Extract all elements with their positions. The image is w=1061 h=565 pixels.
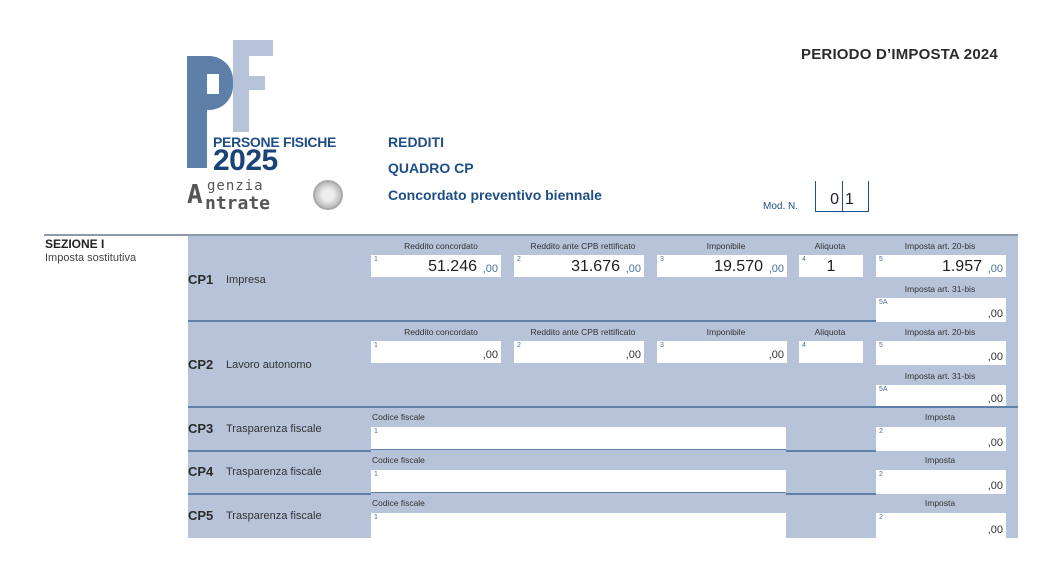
- title-subtitle: Concordato preventivo biennale: [388, 187, 602, 203]
- mod-n-field[interactable]: [815, 181, 869, 212]
- row-cp4: [188, 451, 1018, 493]
- field-number: 5: [879, 256, 883, 263]
- tax-period: PERIODO D’IMPOSTA 2024: [801, 46, 998, 63]
- field-decimals: ,00: [768, 349, 784, 361]
- row-cp3: [188, 408, 1018, 450]
- field-decimals: ,00: [482, 349, 498, 361]
- mod-n-digit-1[interactable]: 0: [830, 191, 839, 208]
- cp2-reddito-ante-cpb-field[interactable]: [514, 341, 644, 363]
- logo-line1: PERSONE FISICHE: [213, 134, 337, 150]
- field-number: 2: [517, 256, 521, 263]
- field-decimals: ,00: [625, 349, 641, 361]
- col-header: Imposta: [924, 455, 956, 465]
- field-decimals: ,00: [987, 524, 1003, 536]
- agenzia-entrate-logo: [185, 176, 345, 216]
- cp2-imposta-31bis-field[interactable]: [876, 385, 1006, 407]
- col-header: Imposta art. 31-bis: [904, 371, 976, 381]
- col-header: Codice fiscale: [372, 455, 425, 465]
- col-header: Reddito concordato: [404, 327, 478, 337]
- col-header: Reddito ante CPB rettificato: [530, 327, 636, 337]
- field-decimals: ,00: [987, 308, 1003, 320]
- agency-initial: A: [187, 180, 203, 210]
- field-number: 1: [374, 514, 378, 521]
- row-code: CP3: [188, 421, 214, 436]
- field-number: 1: [374, 471, 378, 478]
- cp2-imposta-20bis-field[interactable]: [876, 341, 1006, 365]
- col-header: Imposta art. 31-bis: [904, 284, 976, 294]
- field-value: 51.246: [428, 258, 477, 275]
- logo-p-hole: [207, 74, 219, 94]
- row-desc: Trasparenza fiscale: [226, 423, 322, 435]
- cp2-imponibile-field[interactable]: [657, 341, 787, 363]
- field-number: 1: [374, 256, 378, 263]
- row-cp1: [188, 236, 1018, 322]
- mod-n-digit-2[interactable]: 1: [842, 181, 868, 211]
- field-number: 1: [374, 428, 378, 435]
- cp1-imposta-31bis-field[interactable]: [876, 298, 1006, 322]
- field-decimals: ,00: [987, 351, 1003, 363]
- title-redditi: REDDITI: [388, 134, 444, 150]
- field-number: 3: [660, 256, 664, 263]
- quadro-cp-panel: [188, 236, 1018, 538]
- field-decimals: ,00: [625, 263, 641, 275]
- field-number: 2: [879, 514, 883, 521]
- row-cp5: [188, 494, 1018, 538]
- field-decimals: ,00: [987, 393, 1003, 405]
- col-header: Imposta art. 20-bis: [904, 327, 976, 337]
- cp1-reddito-concordato-field[interactable]: [371, 255, 501, 277]
- cp4-codice-fiscale-field[interactable]: [371, 470, 786, 492]
- col-header: Codice fiscale: [372, 412, 425, 422]
- section-title: SEZIONE I: [45, 237, 105, 251]
- cp1-imposta-20bis-field[interactable]: [876, 255, 1006, 277]
- logo-line2: 2025: [213, 144, 278, 177]
- row-code: CP4: [188, 464, 214, 479]
- row-desc: Lavoro autonomo: [226, 359, 312, 371]
- col-header: Aliquota: [814, 241, 846, 251]
- logo-f-top: [233, 40, 273, 56]
- col-header: Reddito concordato: [404, 241, 478, 251]
- field-decimals: ,00: [987, 480, 1003, 492]
- logo-f-mid: [233, 76, 265, 90]
- row-cp2: [188, 323, 1018, 409]
- row-desc: Trasparenza fiscale: [226, 466, 322, 478]
- field-value: 1.957: [941, 258, 982, 275]
- cp3-codice-fiscale-field[interactable]: [371, 427, 786, 449]
- field-number: 5A: [879, 386, 888, 393]
- col-header: Codice fiscale: [372, 498, 425, 508]
- field-number: 5: [879, 342, 883, 349]
- pf-logo: [185, 40, 355, 215]
- row-code: CP1: [188, 272, 214, 287]
- cp5-imposta-field[interactable]: [876, 513, 1006, 538]
- row-separator: [371, 492, 786, 493]
- agency-line2: ntrate: [205, 193, 271, 214]
- field-number: 2: [879, 428, 883, 435]
- cp5-codice-fiscale-field[interactable]: [371, 513, 786, 538]
- republic-emblem-icon: [313, 180, 343, 210]
- field-number: 3: [660, 342, 664, 349]
- cp2-reddito-concordato-field[interactable]: [371, 341, 501, 363]
- field-value: 19.570: [714, 258, 763, 275]
- cp3-imposta-field[interactable]: [876, 427, 1006, 451]
- field-value: 31.676: [571, 258, 620, 275]
- row-code: CP2: [188, 357, 214, 372]
- row-desc: Trasparenza fiscale: [226, 510, 322, 522]
- col-header: Imposta art. 20-bis: [904, 241, 976, 251]
- field-number: 4: [802, 256, 806, 263]
- col-header: Imposta: [924, 412, 956, 422]
- col-header: Imponibile: [706, 327, 746, 337]
- field-number: 1: [374, 342, 378, 349]
- col-header: Aliquota: [814, 327, 846, 337]
- field-number: 5A: [879, 299, 888, 306]
- row-code: CP5: [188, 508, 214, 523]
- col-header: Reddito ante CPB rettificato: [530, 241, 636, 251]
- cp2-aliquota-field[interactable]: [799, 341, 863, 363]
- title-quadro: QUADRO CP: [388, 160, 474, 176]
- row-desc: Impresa: [226, 274, 266, 286]
- field-decimals: ,00: [987, 437, 1003, 449]
- field-number: 2: [879, 471, 883, 478]
- row-separator: [188, 320, 876, 322]
- row-separator: [371, 449, 786, 450]
- field-decimals: ,00: [987, 263, 1003, 275]
- field-decimals: ,00: [768, 263, 784, 275]
- cp4-imposta-field[interactable]: [876, 470, 1006, 494]
- cp1-reddito-ante-cpb-field[interactable]: [514, 255, 644, 277]
- field-number: 4: [802, 342, 806, 349]
- field-number: 2: [517, 342, 521, 349]
- col-header: Imposta: [924, 498, 956, 508]
- cp1-aliquota-field[interactable]: [799, 255, 863, 277]
- section-subtitle: Imposta sostitutiva: [45, 252, 137, 264]
- mod-n-label: Mod. N.: [763, 201, 799, 212]
- col-header: Imponibile: [706, 241, 746, 251]
- field-value: 1: [826, 258, 836, 275]
- field-decimals: ,00: [482, 263, 498, 275]
- cp1-imponibile-field[interactable]: [657, 255, 787, 277]
- agency-line1: genzia: [207, 178, 264, 194]
